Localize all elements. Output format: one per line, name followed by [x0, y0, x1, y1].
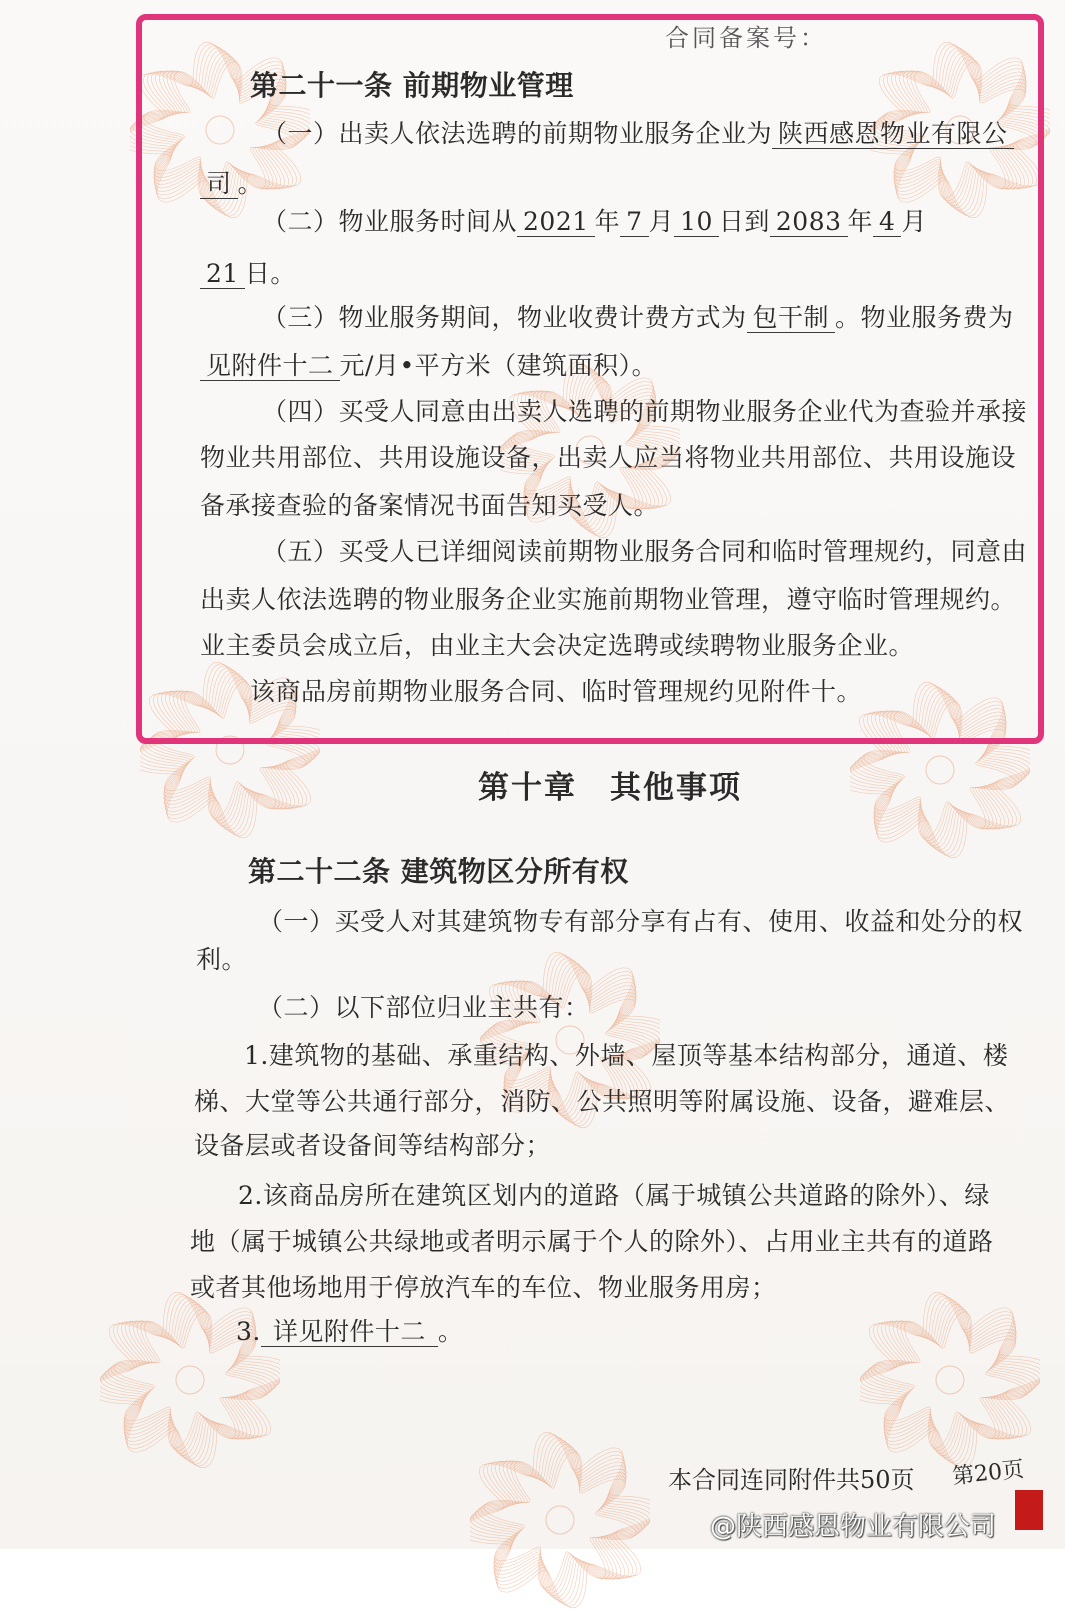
- unit-month: 月: [901, 207, 927, 236]
- end-year: 2083: [770, 207, 848, 237]
- article-21-p5-line2: 出卖人依法选聘的物业服务企业实施前期物业管理，遵守临时管理规约。: [200, 585, 1017, 614]
- item3-value: 详见附件十二: [261, 1317, 438, 1347]
- rosette-decoration: [860, 1290, 1040, 1470]
- red-stamp-edge: [1015, 1490, 1043, 1530]
- total-pages-note: 本合同连同附件共50页: [668, 1466, 915, 1494]
- p2-text: （二）物业服务时间从: [262, 207, 518, 236]
- page-number: 第20页: [951, 1457, 1026, 1490]
- chapter-10-title: 第十章 其他事项: [478, 770, 742, 806]
- article-22-item1-line2: 梯、大堂等公共通行部分，消防、公共照明等附属设施、设备，避难层、: [194, 1087, 1011, 1116]
- unit-month: 月: [648, 207, 675, 236]
- punct: 。: [437, 1317, 464, 1346]
- p3-text: （三）物业服务期间，物业收费计费方式为: [262, 303, 747, 332]
- article-22-item1-line1: 1.建筑物的基础、承重结构、外墙、屋顶等基本结构部分，通道、楼: [244, 1041, 1009, 1070]
- end-day: 21: [200, 259, 245, 289]
- article-21-title: 第二十一条 前期物业管理: [250, 69, 574, 102]
- rosette-pattern-svg: [470, 1430, 650, 1610]
- weibo-watermark: @陕西感恩物业有限公司: [710, 1512, 997, 1542]
- unit-year: 年: [847, 207, 874, 236]
- fee-unit: 元/月•平方米（建筑面积）。: [339, 351, 658, 380]
- start-month: 7: [620, 207, 648, 237]
- article-22-item2-line2: 地（属于城镇公共绿地或者明示属于个人的除外）、占用业主共有的道路: [190, 1227, 994, 1256]
- article-22-title: 第二十二条 建筑物区分所有权: [248, 855, 629, 888]
- rosette-decoration: [470, 1430, 650, 1610]
- start-day: 10: [674, 207, 719, 237]
- start-year: 2021: [517, 207, 595, 237]
- rosette-pattern-svg: [860, 1290, 1040, 1470]
- article-21-p4-line2: 物业共用部位、共用设施设备，出卖人应当将物业共用部位、共用设施设: [200, 443, 1017, 472]
- company-name-end: 司: [200, 169, 238, 199]
- article-21-p5-line1: （五）买受人已详细阅读前期物业服务合同和临时管理规约，同意由: [262, 537, 1028, 566]
- highlight-frame: [136, 14, 1044, 744]
- article-22-item1-line3: 设备层或者设备间等结构部分；: [194, 1131, 552, 1160]
- article-21-p6: 该商品房前期物业服务合同、临时管理规约见附件十。: [250, 677, 863, 706]
- company-name: 陕西感恩物业有限公: [772, 119, 1014, 149]
- fee-amount: 见附件十二: [200, 351, 340, 381]
- unit-day: 日。: [244, 259, 296, 288]
- punct: 。: [237, 169, 264, 198]
- unit-day-to: 日到: [718, 207, 770, 236]
- article-21-p4-line3: 备承接查验的备案情况书面告知买受人。: [200, 491, 660, 520]
- article-22-p1-line2: 利。: [196, 945, 248, 974]
- filing-number-label: 合同备案号：: [665, 24, 827, 52]
- article-22-item3: [236, 1316, 463, 1348]
- end-month: 4: [873, 207, 901, 237]
- item3-number: 3.: [236, 1317, 261, 1346]
- article-22-item2-line3: 或者其他场地用于停放汽车的车位、物业服务用房；: [190, 1273, 777, 1302]
- p3-text-b: 。物业服务费为: [835, 303, 1014, 332]
- fee-method: 包干制: [747, 303, 836, 333]
- article-21-p5-line3: 业主委员会成立后，由业主大会决定选聘或续聘物业服务企业。: [200, 631, 915, 660]
- article-22-p2: （二）以下部位归业主共有：: [258, 993, 590, 1022]
- p1-text: （一）出卖人依法选聘的前期物业服务企业为: [262, 119, 773, 148]
- article-21-p4-line1: （四）买受人同意由出卖人选聘的前期物业服务企业代为查验并承接: [262, 397, 1028, 426]
- article-22-item2-line1: 2.该商品房所在建筑区划内的道路（属于城镇公共道路的除外）、绿: [238, 1181, 990, 1210]
- article-22-p1-line1: （一）买受人对其建筑物专有部分享有占有、使用、收益和处分的权: [258, 907, 1024, 936]
- unit-year: 年: [594, 207, 621, 236]
